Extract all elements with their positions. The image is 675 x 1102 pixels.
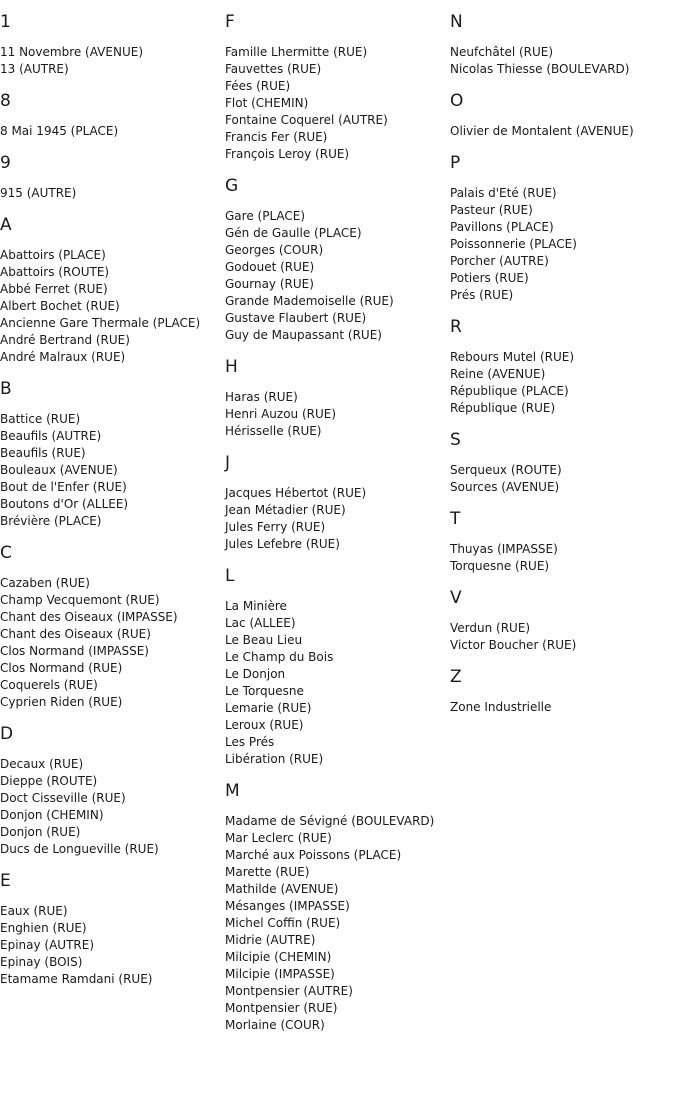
street-link[interactable]: Jean Métadier (RUE) [225, 503, 346, 517]
street-link[interactable]: Porcher (AUTRE) [450, 254, 549, 268]
street-link[interactable]: Abattoirs (PLACE) [0, 248, 106, 262]
street-link[interactable]: Abbé Ferret (RUE) [0, 282, 108, 296]
street-list [450, 620, 672, 654]
letter-section-z [450, 667, 672, 716]
street-link[interactable]: Pasteur (RUE) [450, 203, 533, 217]
street-link[interactable]: Michel Coffin (RUE) [225, 916, 341, 930]
letter-section-e [0, 871, 222, 988]
street-link[interactable]: Milcipie (CHEMIN) [225, 950, 332, 964]
letter-section-9 [0, 153, 222, 202]
letter-section-s [450, 430, 672, 496]
street-link[interactable]: Henri Auzou (RUE) [225, 407, 337, 421]
street-link[interactable]: Sources (AVENUE) [450, 480, 560, 494]
street-link[interactable]: Fées (RUE) [225, 79, 291, 93]
street-link[interactable]: Milcipie (IMPASSE) [225, 967, 335, 981]
street-link[interactable]: Francis Fer (RUE) [225, 130, 328, 144]
street-list [0, 185, 222, 202]
letter-heading: 9 [0, 153, 11, 173]
street-link[interactable]: Beaufils (AUTRE) [0, 429, 102, 443]
street-list [225, 389, 447, 440]
street-link[interactable]: Poissonnerie (PLACE) [450, 237, 577, 251]
street-link[interactable]: Bouleaux (AVENUE) [0, 463, 118, 477]
street-link[interactable]: Fontaine Coquerel (AUTRE) [225, 113, 388, 127]
street-link[interactable]: Potiers (RUE) [450, 271, 529, 285]
letter-heading: F [225, 12, 235, 32]
letter-heading: J [225, 453, 231, 473]
letter-heading: V [450, 588, 462, 608]
street-link[interactable]: Neufchâtel (RUE) [450, 45, 554, 59]
street-link[interactable]: Enghien (RUE) [0, 921, 87, 935]
street-link[interactable]: Verdun (RUE) [450, 621, 531, 635]
street-list [0, 44, 222, 78]
street-list [0, 411, 222, 530]
letter-heading: O [450, 91, 464, 111]
street-link[interactable]: Bout de l'Enfer (RUE) [0, 480, 127, 494]
letter-heading: Z [450, 667, 462, 687]
street-link[interactable]: Midrie (AUTRE) [225, 933, 316, 947]
street-list [0, 756, 222, 858]
letter-heading: A [0, 215, 12, 235]
street-link[interactable]: Torquesne (RUE) [450, 559, 550, 573]
street-link[interactable]: Prés (RUE) [450, 288, 514, 302]
letter-heading: P [450, 153, 461, 173]
street-link[interactable]: Montpensier (RUE) [225, 1001, 338, 1015]
street-link[interactable]: Albert Bochet (RUE) [0, 299, 120, 313]
letter-section-l [225, 566, 447, 768]
street-link[interactable]: François Leroy (RUE) [225, 147, 350, 161]
letter-heading: G [225, 176, 239, 196]
street-link[interactable]: Morlaine (COUR) [225, 1018, 325, 1032]
street-link[interactable]: Lemarie (RUE) [225, 701, 312, 715]
street-link[interactable]: Gustave Flaubert (RUE) [225, 311, 367, 325]
letter-section-j [225, 453, 447, 553]
letter-heading: H [225, 357, 238, 377]
street-link[interactable]: Marette (RUE) [225, 865, 310, 879]
street-list [0, 903, 222, 988]
letter-heading: R [450, 317, 462, 337]
street-link[interactable]: Zone Industrielle [450, 700, 552, 714]
street-link[interactable]: Thuyas (IMPASSE) [450, 542, 558, 556]
street-link[interactable]: Battice (RUE) [0, 412, 81, 426]
letter-heading: S [450, 430, 461, 450]
street-link[interactable]: Champ Vecquemont (RUE) [0, 593, 160, 607]
street-list [225, 598, 447, 768]
street-link[interactable]: Brévière (PLACE) [0, 514, 102, 528]
street-link[interactable]: Hérisselle (RUE) [225, 424, 322, 438]
street-link[interactable]: Beaufils (RUE) [0, 446, 86, 460]
letter-section-t [450, 509, 672, 575]
street-link[interactable]: Fauvettes (RUE) [225, 62, 322, 76]
street-link[interactable]: Libération (RUE) [225, 752, 324, 766]
letter-heading: B [0, 379, 12, 399]
column-2 [225, 0, 447, 1042]
letter-section-r [450, 317, 672, 417]
street-link[interactable]: Grande Mademoiselle (RUE) [225, 294, 394, 308]
letter-heading: 1 [0, 12, 11, 32]
letter-heading: N [450, 12, 463, 32]
letter-section-c [0, 543, 222, 711]
street-link[interactable]: Boutons d'Or (ALLEE) [0, 497, 129, 511]
letter-section-1 [0, 12, 222, 78]
letter-heading: M [225, 781, 240, 801]
street-link[interactable]: Doct Cisseville (RUE) [0, 791, 126, 805]
street-link[interactable]: Famille Lhermitte (RUE) [225, 45, 368, 59]
letter-section-o [450, 91, 672, 140]
street-link[interactable]: 8 Mai 1945 (PLACE) [0, 124, 119, 138]
street-link[interactable]: Le Champ du Bois [225, 650, 334, 664]
street-link[interactable]: Ancienne Gare Thermale (PLACE) [0, 316, 201, 330]
street-link[interactable]: Dieppe (ROUTE) [0, 774, 98, 788]
street-link[interactable]: Gare (PLACE) [225, 209, 306, 223]
street-link[interactable]: Gén de Gaulle (PLACE) [225, 226, 362, 240]
street-link[interactable]: République (PLACE) [450, 384, 569, 398]
street-link[interactable]: Donjon (RUE) [0, 825, 81, 839]
street-link[interactable]: Clos Normand (RUE) [0, 661, 123, 675]
street-link[interactable]: André Malraux (RUE) [0, 350, 126, 364]
street-list [450, 44, 672, 78]
street-link[interactable]: Madame de Sévigné (BOULEVARD) [225, 814, 435, 828]
letter-section-p [450, 153, 672, 304]
street-link[interactable]: Guy de Maupassant (RUE) [225, 328, 382, 342]
street-list [225, 44, 447, 163]
letter-section-8 [0, 91, 222, 140]
letter-section-m [225, 781, 447, 1034]
letter-heading: L [225, 566, 235, 586]
street-list [225, 485, 447, 553]
street-link[interactable]: Chant des Oiseaux (IMPASSE) [0, 610, 178, 624]
street-link[interactable]: Nicolas Thiesse (BOULEVARD) [450, 62, 630, 76]
street-list [225, 208, 447, 344]
street-link[interactable]: Clos Normand (IMPASSE) [0, 644, 149, 658]
letter-heading: D [0, 724, 14, 744]
street-link[interactable]: Le Torquesne [225, 684, 304, 698]
street-link[interactable]: Mar Leclerc (RUE) [225, 831, 332, 845]
street-link[interactable]: Ducs de Longueville (RUE) [0, 842, 159, 856]
street-link[interactable]: Pavillons (PLACE) [450, 220, 554, 234]
street-link[interactable]: Palais d'Eté (RUE) [450, 186, 557, 200]
street-list [450, 185, 672, 304]
street-link[interactable]: Haras (RUE) [225, 390, 298, 404]
street-link[interactable]: Jules Lefebre (RUE) [225, 537, 340, 551]
street-list [225, 813, 447, 1034]
street-list [450, 123, 672, 140]
street-link[interactable]: La Minière [225, 599, 287, 613]
street-link[interactable]: Mathilde (AVENUE) [225, 882, 339, 896]
street-link[interactable]: Etamame Ramdani (RUE) [0, 972, 153, 986]
letter-section-n [450, 12, 672, 78]
street-list [0, 575, 222, 711]
street-list [450, 462, 672, 496]
street-link[interactable]: Montpensier (AUTRE) [225, 984, 353, 998]
street-link[interactable]: Gournay (RUE) [225, 277, 314, 291]
column-1 [0, 0, 222, 996]
street-link[interactable]: 11 Novembre (AVENUE) [0, 45, 143, 59]
letter-section-f [225, 12, 447, 163]
street-link[interactable]: Flot (CHEMIN) [225, 96, 309, 110]
street-link[interactable]: République (RUE) [450, 401, 556, 415]
street-link[interactable]: Marché aux Poissons (PLACE) [225, 848, 402, 862]
street-link[interactable]: Georges (COUR) [225, 243, 324, 257]
street-list [450, 699, 672, 716]
letter-section-g [225, 176, 447, 344]
letter-heading: 8 [0, 91, 11, 111]
street-link[interactable]: Decaux (RUE) [0, 757, 84, 771]
street-link[interactable]: Cyprien Riden (RUE) [0, 695, 123, 709]
street-link[interactable]: Abattoirs (ROUTE) [0, 265, 110, 279]
street-link[interactable]: Les Prés [225, 735, 275, 749]
street-link[interactable]: Reine (AVENUE) [450, 367, 546, 381]
street-link[interactable]: Epinay (BOIS) [0, 955, 83, 969]
street-link[interactable]: Jules Ferry (RUE) [225, 520, 326, 534]
street-link[interactable]: Eaux (RUE) [0, 904, 68, 918]
street-list [450, 541, 672, 575]
letter-section-b [0, 379, 222, 530]
street-link[interactable]: Victor Boucher (RUE) [450, 638, 577, 652]
street-link[interactable]: Olivier de Montalent (AVENUE) [450, 124, 634, 138]
street-link[interactable]: Coquerels (RUE) [0, 678, 98, 692]
street-link[interactable]: Rebours Mutel (RUE) [450, 350, 575, 364]
letter-section-h [225, 357, 447, 440]
letter-section-d [0, 724, 222, 858]
street-link[interactable]: Godouet (RUE) [225, 260, 315, 274]
letter-heading: E [0, 871, 11, 891]
street-link[interactable]: Cazaben (RUE) [0, 576, 90, 590]
column-3 [450, 0, 672, 724]
street-link[interactable]: 915 (AUTRE) [0, 186, 77, 200]
street-link[interactable]: Serqueux (ROUTE) [450, 463, 562, 477]
street-link[interactable]: André Bertrand (RUE) [0, 333, 130, 347]
letter-section-v [450, 588, 672, 654]
street-link[interactable]: Epinay (AUTRE) [0, 938, 95, 952]
street-link[interactable]: Le Donjon [225, 667, 286, 681]
street-link[interactable]: Mésanges (IMPASSE) [225, 899, 350, 913]
street-list [450, 349, 672, 417]
street-link[interactable]: 13 (AUTRE) [0, 62, 69, 76]
letter-heading: T [450, 509, 461, 529]
street-link[interactable]: Chant des Oiseaux (RUE) [0, 627, 151, 641]
street-list [0, 123, 222, 140]
letter-section-a [0, 215, 222, 366]
street-link[interactable]: Le Beau Lieu [225, 633, 303, 647]
street-list [0, 247, 222, 366]
street-link[interactable]: Donjon (CHEMIN) [0, 808, 104, 822]
letter-heading: C [0, 543, 12, 563]
street-link[interactable]: Lac (ALLEE) [225, 616, 296, 630]
street-link[interactable]: Jacques Hébertot (RUE) [225, 486, 367, 500]
street-link[interactable]: Leroux (RUE) [225, 718, 304, 732]
